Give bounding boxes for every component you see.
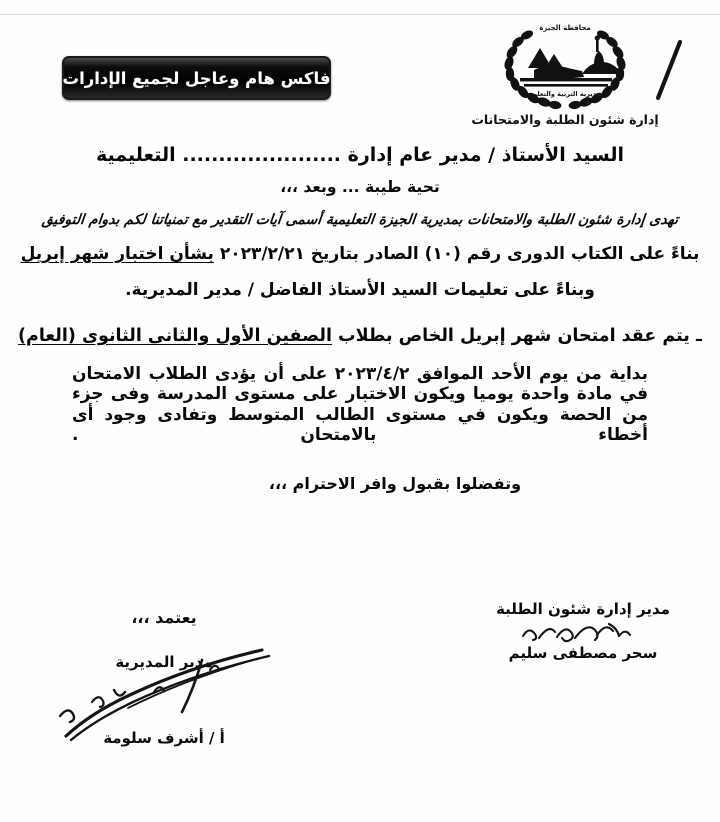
letterhead-emblem-block: [470, 18, 660, 127]
announcement-plain-text: يتم عقد امتحان شهر إبريل الخاص بطلاب: [338, 326, 690, 346]
announcement-dash: ـ: [695, 326, 702, 346]
fax-banner-label: فاكس هام وعاجل لجميع الإدارات: [62, 68, 331, 88]
reference-line: [0, 244, 720, 264]
pen-stroke-mark: [642, 38, 702, 108]
addressee-line: [0, 144, 720, 166]
instructions-line: وبناءً على تعليمات السيد الأستاذ الفاضل / مدير المديرية.: [125, 280, 595, 300]
addressee-prefix: السيد الأستاذ / مدير عام إدارة: [347, 144, 625, 166]
fax-urgent-banner: [62, 56, 331, 100]
reference-underlined-text: بشأن اختبار شهر إبريل: [20, 244, 214, 264]
scan-edge-line: [0, 14, 720, 15]
addressee-dotted-blank: ......................: [182, 144, 342, 166]
svg-text:مديرية التربية والتعليم: مديرية التربية والتعليم: [529, 90, 601, 98]
directorate-handwritten-signature: [34, 632, 294, 742]
ministry-emblem-icon: [490, 18, 640, 110]
directorate-title: مدير المديرية: [115, 653, 213, 671]
student-affairs-title: مدير إدارة شئون الطلبة: [496, 600, 670, 618]
courtesy-line: تهدى إدارة شئون الطلبة والامتحانات بمديرية الجيزة التعليمية أسمى آيات التقدير مع تمنياتنا لكم بدوام التوفيق: [41, 212, 679, 228]
announcement-underlined-text: الصفين الأول والثانى الثانوى (العام): [18, 326, 332, 346]
document-body: [0, 140, 720, 493]
student-affairs-name: سحر مصطفى سليم: [508, 644, 658, 662]
closing-line: وتفضلوا بقبول وافر الاحترام ،،،: [268, 473, 522, 493]
signature-block-directorate: [44, 608, 284, 747]
student-affairs-handwritten-signature: [483, 618, 683, 644]
document-header: [0, 18, 720, 138]
signature-area: [0, 600, 720, 780]
reference-plain-text: بناءً على الكتاب الدورى رقم (١٠) الصادر بتاريخ ٢٠٢٣/٢/٢١: [219, 244, 700, 264]
approval-label: يعتمد ،،،: [131, 608, 197, 627]
body-paragraph: بداية من يوم الأحد الموافق ٢٠٢٣/٤/٢ على أن يؤدى الطلاب الامتحان في مادة واحدة يوميا ويكون الاختبار على مستوى المدرسة وفى جزء من الحصة ويكون في مستوى الطالب المتوسط وتفادى وجود أى أخطاء بالامتحان .: [72, 364, 649, 446]
greeting-line: تحية طيبة ... وبعد ،،،: [280, 178, 440, 196]
svg-text:محافظة الجيزة: محافظة الجيزة: [539, 24, 591, 32]
announcement-line: [0, 326, 720, 346]
addressee-suffix: التعليمية: [95, 144, 176, 166]
signature-block-student-affairs: [468, 600, 698, 662]
directorate-name: أ / أشرف سلومة: [103, 729, 225, 747]
emblem-caption-text: إدارة شئون الطلبة والامتحانات: [471, 112, 659, 127]
